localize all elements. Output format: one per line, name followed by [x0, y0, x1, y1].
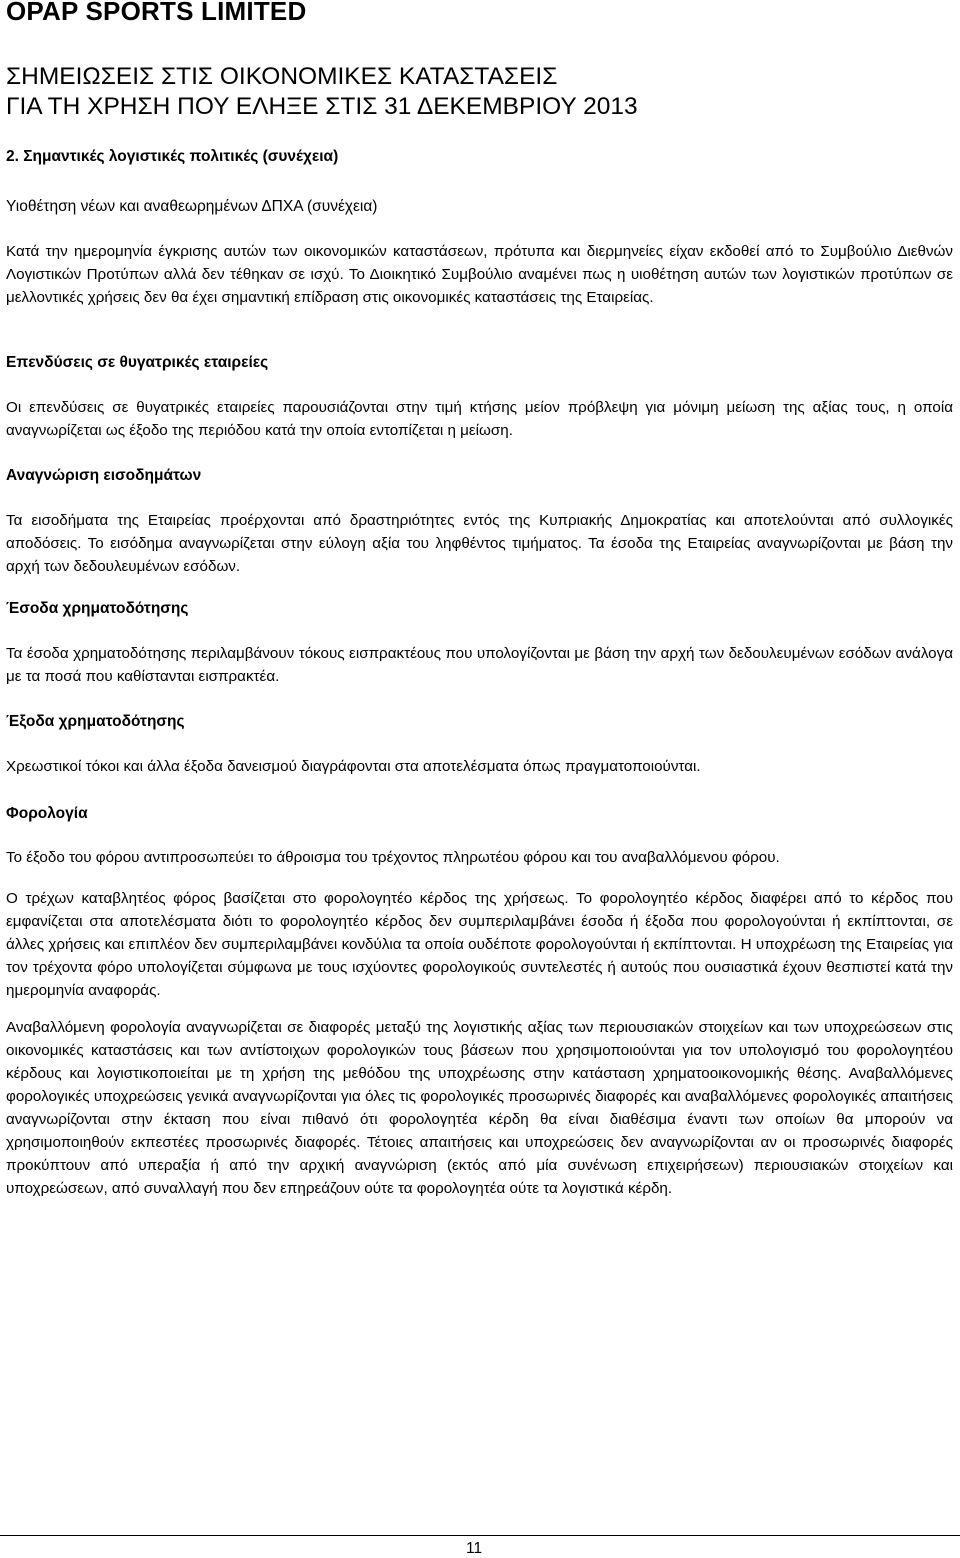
taxation-paragraph-1: Το έξοδο του φόρου αντιπροσωπεύει το άθροισμα του τρέχοντος πληρωτέου φόρου και του αναβαλλόμενου φόρου.	[6, 849, 780, 866]
finance-costs-heading: Έξοδα χρηματοδότησης	[6, 713, 185, 730]
taxation-paragraph-3: Αναβαλλόμενη φορολογία αναγνωρίζεται σε διαφορές μεταξύ της λογιστικής αξίας των περιουσιακών στοιχείων και των υποχρεώσεων στις οικονομικές καταστάσεις και των αντίστοιχων φορολογικών τους βάσεων που χρησιμοποιούνται για τον υπολογισμό του φορολογητέου κέρδους και λογιστικοποιείται με τη χρήση της μεθόδου της υποχρέωσης στην κατάσταση χρηματοοικονομικής θέσης. Αναβαλλόμενες φορολογικές υποχρεώσεις γενικά αναγνωρίζονται για όλες τις φορολογικές προσωρινές διαφορές και αναβαλλόμενες φορολογικές απαιτήσεις αναγνωρίζονται στην έκταση που είναι πιθανό ότι φορολογητέα κέρδη θα είναι διαθέσιμα έναντι των οποίων θα μπορούν να χρησιμοποιηθούν εκπεστέες προσωρινές διαφορές. Τέτοιες απαιτήσεις και υποχρεώσεις δεν αναγνωρίζονται αν οι προσωρινές διαφορές προκύπτουν από υπεραξία ή από την αρχική αναγνώριση (εκτός από μία συνένωση επιχειρήσεων) περιουσιακών στοιχείων και υποχρεώσεων, από συναλλαγή που δεν επηρεάζουν ούτε τα φορολογητέα ούτε τα λογιστικά κέρδη.	[6, 1019, 953, 1197]
document-title-line-1: ΣΗΜΕΙΩΣΕΙΣ ΣΤΙΣ ΟΙΚΟΝΟΜΙΚΕΣ ΚΑΤΑΣΤΑΣΕΙΣ	[6, 63, 558, 90]
revenue-paragraph: Τα εισοδήματα της Εταιρείας προέρχονται από δραστηριότητες εντός της Κυπριακής Δημοκρατίας και αποτελούνται από συλλογικές αποδόσεις. Το εισόδημα αναγνωρίζεται στην εύλογη αξία του ληφθέντος τιμήματος. Τα έσοδα της Εταιρείας αναγνωρίζονται με βάση την αρχή των δεδουλευμένων εσόδων.	[6, 512, 953, 575]
taxation-heading: Φορολογία	[6, 805, 88, 822]
revenue-heading: Αναγνώριση εισοδημάτων	[6, 467, 202, 484]
document-title	[6, 62, 638, 122]
document-title-line-2: ΓΙΑ ΤΗ ΧΡΗΣΗ ΠΟΥ ΕΛΗΞΕ ΣΤΙΣ 31 ΔΕΚΕΜΒΡΙΟΥ 2013	[6, 93, 638, 120]
footer-divider	[0, 1535, 960, 1536]
page-number: 11	[466, 1540, 483, 1557]
section-heading: 2. Σημαντικές λογιστικές πολιτικές (συνέχεια)	[6, 148, 339, 165]
taxation-paragraph-2: Ο τρέχων καταβλητέος φόρος βασίζεται στο φορολογητέο κέρδος της χρήσεως. Το φορολογητέο κέρδος διαφέρει από το κέρδος που εμφανίζεται στα αποτελέσματα διότι το φορολογητέο κέρδος δεν συμπεριλαμβάνει έσοδα ή έξοδα που φορολογούνται ή εκπίπτονται, σε άλλες χρήσεις και επιπλέον δεν συμπεριλαμβάνει κονδύλια τα οποία ουδέποτε φορολογούνται ή εκπίπτονται. Η υποχρέωση της Εταιρείας για τον τρέχοντα φόρο υπολογίζεται σύμφωνα με τους ισχύοντες φορολογικούς συντελεστές ή αυτούς που ουσιαστικά έχουν θεσπιστεί κατά την ημερομηνία αναφοράς.	[6, 890, 953, 999]
adoption-heading: Υιοθέτηση νέων και αναθεωρημένων ΔΠΧΑ (συνέχεια)	[6, 198, 378, 215]
subsidiaries-paragraph: Οι επενδύσεις σε θυγατρικές εταιρείες παρουσιάζονται στην τιμή κτήσης μείον πρόβλεψη για μόνιμη μείωση της αξίας τους, η οποία αναγνωρίζεται ως έξοδο της περιόδου κατά την οποία εντοπίζεται η μείωση.	[6, 399, 953, 439]
finance-income-paragraph: Τα έσοδα χρηματοδότησης περιλαμβάνουν τόκους εισπρακτέους που υπολογίζονται με βάση την αρχή των δεδουλευμένων εσόδων ανάλογα με τα ποσά που καθίστανται εισπρακτέα.	[6, 645, 953, 685]
adoption-paragraph: Κατά την ημερομηνία έγκρισης αυτών των οικονομικών καταστάσεων, πρότυπα και διερμηνείες είχαν εκδοθεί από το Συμβούλιο Διεθνών Λογιστικών Προτύπων αλλά δεν τέθηκαν σε ισχύ. Το Διοικητικό Συμβούλιο αναμένει πως η υιοθέτηση αυτών των λογιστικών προτύπων σε μελλοντικές χρήσεις δεν θα έχει σημαντική επίδραση στις οικονομικές καταστάσεις της Εταιρείας.	[6, 243, 953, 306]
finance-income-heading: Έσοδα χρηματοδότησης	[6, 600, 189, 617]
company-name: OPAP SPORTS LIMITED	[6, 0, 307, 26]
subsidiaries-heading: Επενδύσεις σε θυγατρικές εταιρείες	[6, 354, 269, 371]
finance-costs-paragraph: Χρεωστικοί τόκοι και άλλα έξοδα δανεισμού διαγράφονται στα αποτελέσματα όπως πραγματοποιούνται.	[6, 758, 701, 775]
